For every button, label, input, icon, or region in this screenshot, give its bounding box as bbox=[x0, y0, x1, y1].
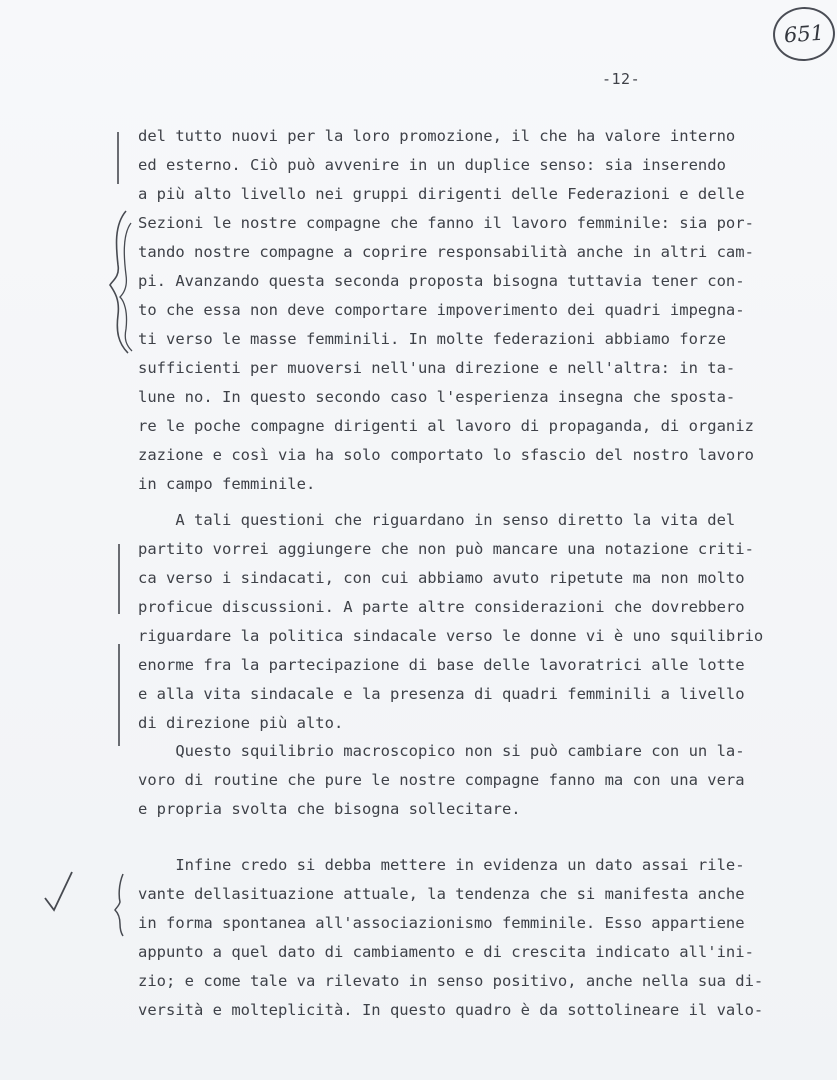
text-line: in campo femminile. bbox=[138, 475, 316, 493]
paragraph-4 bbox=[138, 851, 818, 1025]
page-number: -12- bbox=[602, 70, 641, 88]
text-line: appunto a quel dato di cambiamento e di crescita indicato all'ini- bbox=[138, 943, 754, 961]
text-line: zazione e così via ha solo comportato lo sfascio del nostro lavoro bbox=[138, 446, 754, 464]
text-line: pi. Avanzando questa seconda proposta bisogna tuttavia tener con- bbox=[138, 272, 745, 290]
text-line: tando nostre compagne a coprire responsabilità anche in altri cam- bbox=[138, 243, 754, 261]
text-line: voro di routine che pure le nostre compagne fanno ma con una vera bbox=[138, 771, 745, 789]
paragraph-1 bbox=[138, 122, 818, 499]
paragraph-2 bbox=[138, 506, 818, 738]
text-line: ti verso le masse femminili. In molte federazioni abbiamo forze bbox=[138, 330, 726, 348]
text-line: Questo squilibrio macroscopico non si può cambiare con un la- bbox=[138, 742, 745, 760]
margin-brace-mark bbox=[110, 870, 130, 938]
margin-line-mark bbox=[113, 640, 127, 752]
text-line: zio; e come tale va rilevato in senso positivo, anche nella sua di- bbox=[138, 972, 764, 990]
text-line: Sezioni le nostre compagne che fanno il lavoro femminile: sia por- bbox=[138, 214, 754, 232]
text-line: vante dellasituazione attuale, la tendenza che si manifesta anche bbox=[138, 885, 745, 903]
text-line: proficue discussioni. A parte altre considerazioni che dovrebbero bbox=[138, 598, 745, 616]
text-line: di direzione più alto. bbox=[138, 714, 344, 732]
text-line: re le poche compagne dirigenti al lavoro di propaganda, di organiz bbox=[138, 417, 754, 435]
text-line: ca verso i sindacati, con cui abbiamo avuto ripetute ma non molto bbox=[138, 569, 745, 587]
archive-page-stamp-number: 651 bbox=[783, 20, 825, 48]
margin-line-mark bbox=[112, 128, 126, 190]
text-line: to che essa non deve comportare impoverimento dei quadri impegna- bbox=[138, 301, 745, 319]
margin-line-mark bbox=[113, 540, 127, 620]
text-line: sufficienti per muoversi nell'una direzione e nell'altra: in ta- bbox=[138, 359, 736, 377]
text-line: ed esterno. Ciò può avvenire in un duplice senso: sia inserendo bbox=[138, 156, 726, 174]
text-line: del tutto nuovi per la loro promozione, il che ha valore interno bbox=[138, 127, 736, 145]
text-line: lune no. In questo secondo caso l'esperienza insegna che sposta- bbox=[138, 388, 736, 406]
text-line: partito vorrei aggiungere che non può mancare una notazione criti- bbox=[138, 540, 754, 558]
margin-brace-mark bbox=[104, 207, 134, 357]
archive-page-stamp bbox=[771, 5, 837, 63]
paragraph-3 bbox=[138, 737, 818, 824]
text-line: e alla vita sindacale e la presenza di quadri femminili a livello bbox=[138, 685, 745, 703]
text-line: Infine credo si debba mettere in evidenza un dato assai rile- bbox=[138, 856, 745, 874]
text-line: e propria svolta che bisogna sollecitare. bbox=[138, 800, 521, 818]
checkmark-icon bbox=[42, 868, 74, 916]
text-line: in forma spontanea all'associazionismo femminile. Esso appartiene bbox=[138, 914, 745, 932]
text-line: versità e molteplicità. In questo quadro è da sottolineare il valo- bbox=[138, 1001, 764, 1019]
text-line: riguardare la politica sindacale verso le donne vi è uno squilibrio bbox=[138, 627, 764, 645]
text-line: A tali questioni che riguardano in senso diretto la vita del bbox=[138, 511, 736, 529]
text-line: enorme fra la partecipazione di base delle lavoratrici alle lotte bbox=[138, 656, 745, 674]
text-line: a più alto livello nei gruppi dirigenti delle Federazioni e delle bbox=[138, 185, 745, 203]
